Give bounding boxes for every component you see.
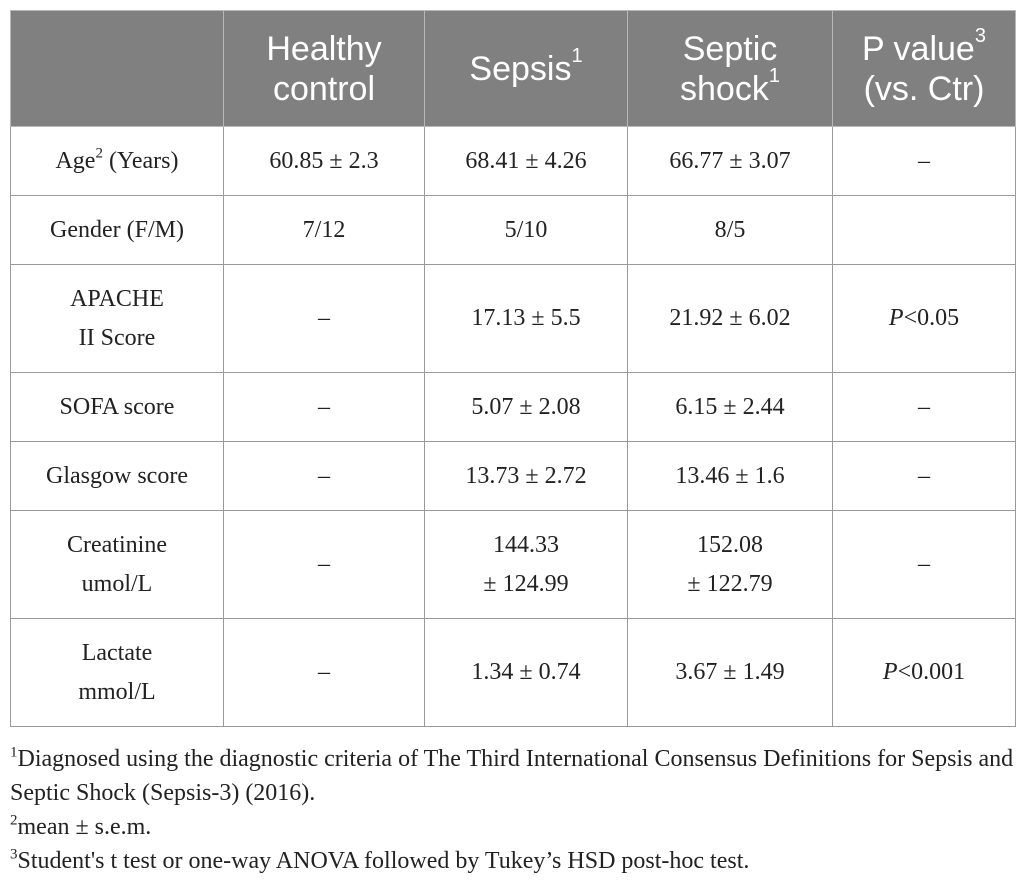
p-value-text: P<0.001: [882, 659, 966, 685]
header-line: P value: [862, 29, 975, 68]
footnote-3: [10, 844, 1020, 878]
cell-septic-shock: 152.08 ± 122.79: [628, 511, 833, 619]
cell-healthy-control: 60.85 ± 2.3: [224, 127, 425, 196]
cell-sepsis: 144.33 ± 124.99: [425, 511, 628, 619]
cell-p-value: [833, 265, 1016, 373]
footnote-marker: 1: [10, 744, 18, 761]
header-sepsis: [425, 11, 628, 127]
header-line: control: [272, 69, 376, 108]
cell-septic-shock: 8/5: [628, 196, 833, 265]
p-symbol: P: [888, 305, 904, 331]
header-septic-shock: [628, 11, 833, 127]
cell-p-value: –: [833, 511, 1016, 619]
footnote-text: Student's t test or one-way ANOVA followed by Tukey’s HSD post-hoc test.: [17, 848, 750, 874]
table-row-age: [11, 127, 1016, 196]
table-row-glasgow: [11, 442, 1016, 511]
cell-sepsis: 17.13 ± 5.5: [425, 265, 628, 373]
header-row: [11, 11, 1016, 127]
row-label: Gender (F/M): [11, 196, 224, 265]
cell-healthy-control: –: [224, 511, 425, 619]
cell-p-value: –: [833, 442, 1016, 511]
table-row-apache: [11, 265, 1016, 373]
footnote-text: mean ± s.e.m.: [17, 814, 152, 840]
cell-healthy-control: –: [224, 265, 425, 373]
p-symbol: P: [882, 659, 898, 685]
footnote-text: Diagnosed using the diagnostic criteria of The Third International Consensus Definitions for Sepsis and Septic Shock (Sepsis-3) (2016).: [10, 746, 1014, 806]
cell-sepsis: 5/10: [425, 196, 628, 265]
p-value-text: P<0.05: [888, 305, 960, 331]
cell-sepsis: 5.07 ± 2.08: [425, 373, 628, 442]
row-label: SOFA score: [11, 373, 224, 442]
header-healthy-control: [224, 11, 425, 127]
footnotes: [10, 742, 1020, 878]
header-line: Septic: [682, 29, 778, 68]
cell-p-value: [833, 619, 1016, 727]
header-line: Healthy: [266, 29, 382, 68]
cell-healthy-control: 7/12: [224, 196, 425, 265]
header-line: Sepsis: [469, 49, 572, 88]
data-table: [10, 10, 1016, 727]
cell-p-value: –: [833, 373, 1016, 442]
table-row-creatinine: [11, 511, 1016, 619]
footnote-marker: 2: [95, 145, 103, 161]
cell-healthy-control: –: [224, 619, 425, 727]
footnote-marker: 2: [10, 812, 18, 829]
cell-healthy-control: –: [224, 442, 425, 511]
cell-septic-shock: 3.67 ± 1.49: [628, 619, 833, 727]
header-line: shock: [680, 69, 769, 108]
footnote-1: [10, 742, 1020, 810]
table-row-sofa: [11, 373, 1016, 442]
cell-septic-shock: 13.46 ± 1.6: [628, 442, 833, 511]
cell-septic-shock: 21.92 ± 6.02: [628, 265, 833, 373]
header-line: (vs. Ctr): [863, 69, 985, 108]
footnote-marker: 1: [571, 44, 583, 67]
cell-sepsis: 13.73 ± 2.72: [425, 442, 628, 511]
row-label: Glasgow score: [11, 442, 224, 511]
cell-sepsis: 1.34 ± 0.74: [425, 619, 628, 727]
cell-septic-shock: 66.77 ± 3.07: [628, 127, 833, 196]
footnote-marker: 1: [768, 64, 780, 87]
header-p-value: [833, 11, 1016, 127]
header-blank: [11, 11, 224, 127]
row-label: Age$^2$ (Years): [11, 127, 224, 196]
footnote-marker: 3: [974, 24, 986, 47]
footnote-marker: 3: [10, 846, 18, 863]
row-label: Lactate mmol/L: [11, 619, 224, 727]
table-row-lactate: [11, 619, 1016, 727]
cell-p-value: [833, 196, 1016, 265]
cell-healthy-control: –: [224, 373, 425, 442]
footnote-2: [10, 810, 1020, 844]
cell-p-value: –: [833, 127, 1016, 196]
table-row-gender: [11, 196, 1016, 265]
cell-septic-shock: 6.15 ± 2.44: [628, 373, 833, 442]
row-label: Creatinine umol/L: [11, 511, 224, 619]
cell-sepsis: 68.41 ± 4.26: [425, 127, 628, 196]
row-label: APACHE II Score: [11, 265, 224, 373]
